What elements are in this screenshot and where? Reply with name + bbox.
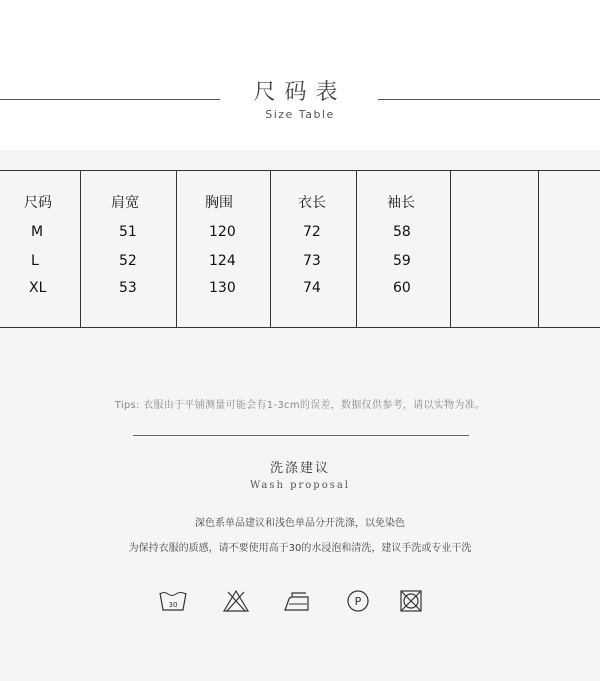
table-cell: L xyxy=(31,253,39,269)
iron-icon xyxy=(282,588,312,614)
table-cell: 59 xyxy=(393,253,411,269)
table-header-sleeve: 袖长 xyxy=(387,195,415,211)
table-cell: 53 xyxy=(119,280,137,296)
table-column-divider xyxy=(538,170,539,328)
table-cell: 124 xyxy=(209,253,236,269)
measurement-tips: Tips: 衣服由于平铺测量可能会有1-3cm的误差，数据仅供参考，请以实物为准。 xyxy=(114,400,486,411)
table-rule xyxy=(0,327,600,328)
no-bleach-icon xyxy=(221,588,251,614)
header-rule-right xyxy=(378,99,600,100)
table-column-divider xyxy=(450,170,451,328)
wash-30-icon xyxy=(158,588,188,614)
table-cell: 51 xyxy=(119,224,137,240)
table-header-chest: 胸围 xyxy=(205,195,233,211)
table-cell: M xyxy=(31,224,44,240)
wash-subtitle: Wash proposal xyxy=(249,480,351,491)
table-cell: XL xyxy=(29,280,47,296)
table-column-divider xyxy=(176,170,177,328)
wash-instruction: 深色系单品建议和浅色单品分开洗涤，以免染色 xyxy=(195,518,405,529)
wash-instruction: 为保持衣服的质感，请不要使用高于30的水浸泡和清洗，建议手洗或专业干洗 xyxy=(128,543,472,554)
dry-clean-letter: P xyxy=(354,595,362,608)
table-cell: 52 xyxy=(119,253,137,269)
size-table xyxy=(0,170,600,328)
table-header-size: 尺码 xyxy=(24,195,52,211)
table-column-divider xyxy=(356,170,357,328)
table-cell: 74 xyxy=(303,280,321,296)
dry-clean-p-icon xyxy=(343,588,373,614)
table-cell: 73 xyxy=(303,253,321,269)
table-header-length: 衣长 xyxy=(298,195,326,211)
table-rule xyxy=(0,170,600,171)
table-column-divider xyxy=(80,170,81,328)
table-cell: 60 xyxy=(393,280,411,296)
table-column-divider xyxy=(270,170,271,328)
table-cell: 58 xyxy=(393,224,411,240)
page-subtitle: Size Table xyxy=(265,108,335,121)
page-title: 尺码表 xyxy=(253,80,347,105)
table-cell: 72 xyxy=(303,224,321,240)
table-header-shoulder: 肩宽 xyxy=(111,195,139,211)
header xyxy=(0,0,600,150)
wash-title: 洗涤建议 xyxy=(269,461,330,476)
care-icons xyxy=(0,588,600,616)
table-cell: 130 xyxy=(209,280,236,296)
wash-temperature: 30 xyxy=(168,601,178,609)
table-cell: 120 xyxy=(209,224,236,240)
no-tumble-dry-icon xyxy=(396,588,426,614)
section-divider xyxy=(133,435,469,436)
